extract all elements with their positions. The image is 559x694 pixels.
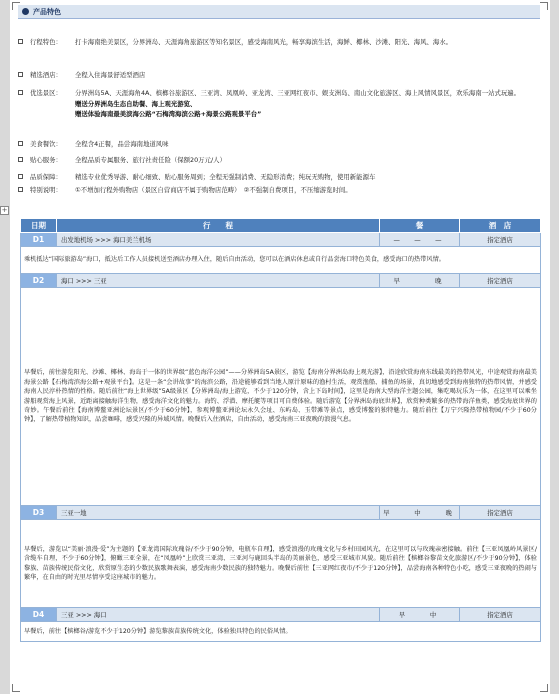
feature-value: 全程入住海景舒适型酒店 [75,71,146,79]
feature-value: 全程品质专属服务、旅行社责任险（保额20万元/人） [75,156,226,164]
checkbox-icon [18,157,23,162]
feature-highlight: 赠送分界洲岛生态自助餐、海上观光游览、 [75,99,197,108]
day-desc-row [21,247,541,274]
day-row [21,506,541,520]
day-meals: 早 中 晚 [380,506,460,520]
feature-row [18,155,540,166]
day-label: D3 [21,506,57,520]
feature-value: 打卡海南绝美景区，分界洲岛、天涯海角旅游区等知名景区，感受海南风光，畅享海滨生活，海鲜、椰林、沙滩、阳光、海风、海水。 [75,38,453,46]
day-hotel: 指定酒店 [460,233,541,247]
checkbox-icon [18,72,23,77]
feature-highlight: 赠送体验海南最美滨海公路“石梅湾海滨公路+海景公路观景平台” [75,110,262,118]
feature-row [18,139,540,150]
checkbox-icon [18,174,23,179]
day-desc-row [21,520,541,608]
day-route: 三亚一地 [57,506,380,520]
header-meals: 餐 [380,219,460,233]
table-header-row [21,219,541,233]
checkbox-icon [18,90,23,95]
checkbox-icon [18,187,23,192]
day-hotel: 指定酒店 [460,506,541,520]
feature-row [18,172,540,183]
feature-value: 精选专业优秀导游、耐心细致、贴心服务周到；全程无强制消费、无隐形消费；纯玩无购物，使用新能源车 [75,173,376,181]
day-hotel: 指定酒店 [460,274,541,288]
feature-key: 精选酒店： [30,71,62,79]
feature-value [75,88,537,120]
feature-key: 美食餐饮： [30,140,62,148]
section-title: 产品特色 [33,8,61,16]
feature-row [18,70,540,81]
day-description: 早餐后，游览以“美丽·浪漫·爱”为主题的【亚龙湾国际玫瑰谷/不少于90分钟，电瓶车自理】，感受浪漫的玫瑰文化与乡村田园风光，在这里可以与玫瑰亲密接触。前往【三亚凤凰岭风景区/含缆车自理，不少于60分钟】，俯瞰三亚全景，在“凤凰岭”上欣赏三亚湾、三亚河与鹿回头半岛的美丽景色，感受三亚城市风貌。随后前往【槟榔谷黎苗文化旅游区/不少于90分钟】，体验黎族、苗族传统民俗文化，欣赏原生态的少数民族歌舞表演，感受海南少数民族的独特魅力。晚餐后前往【三亚网红夜市/不少于120分钟】，品尝海南各种特色小吃，感受三亚夜晚的热闹与繁华，在自由的时光里尽情享受这座城市的魅力。 [21,520,541,608]
day-meals: 早 中 [380,608,460,622]
feature-value: 全程含4正餐，品尝海南地道风味 [75,140,169,148]
feature-value: ①不增加行程外购物店（景区自营商店不属于购物店范畴） ②不强制自费项目，不压缩游览时间。 [75,186,352,194]
feature-key: 品质保障： [30,173,62,181]
feature-row [18,88,540,138]
day-hotel: 指定酒店 [460,608,541,622]
day-label: D4 [21,608,57,622]
day-description: 乘机抵达“国际旅游岛”海口，抵达后工作人员接机送至酒店办理入住，随后自由活动，您可以在酒店休息或自行品尝海口特色美食，感受海口的热带风情。 [21,247,541,274]
document-page [10,0,550,694]
day-route: 三亚 >>> 海口 [57,608,380,622]
section-header [18,5,540,19]
feature-key: 优选景区： [30,89,62,97]
page-corner-mark [540,684,548,692]
day-desc-row [21,288,541,506]
day-row [21,233,541,247]
day-row [21,274,541,288]
day-description: 早餐后，前往【槟榔谷/游览不少于120分钟】游览黎族苗族传统文化，体验独具特色的民俗风情。 [21,622,541,642]
day-label: D2 [21,274,57,288]
table-move-handle-icon[interactable]: + [1,206,8,214]
header-day: 日期 [21,219,57,233]
day-description: 早餐后，前往游览阳光、沙滩、椰林、海岛于一体的世界级“蓝色海洋公园”——分界洲岛5A景区，游览【海南分界洲岛海上观光游】，沿途欣赏海南东线最美的热带风光，中途观赏海南最美海景公路【石梅湾滨海公路+观景平台】。这是一条“会讲故事”的海滨公路，沿途能够看到当地人原汁原味的渔村生活，观赏渔船、捕鱼的场景，真切地感受到海南独特的热带风情，并感受海南人民淳朴热情的性格。随后前往“海上世界级”5A级景区【分界洲岛/海上游览，不少于120分钟，含上下岛时间】，这里是海南大型海洋主题公园，集吃喝玩乐为一体，在这里可以乘坐游船观赏海上风景，近距离接触海洋生物，感受海洋文化的魅力。海钓、浮潜、摩托艇等项目可自费体验。随后游览【分界洲岛海底世界】，欣赏种类繁多的热带海洋鱼类，感受海底世界的奇妙。午餐后前往【海南博鳌亚洲论坛景区/不少于60分钟】，参观博鳌亚洲论坛永久会址、东屿岛、玉带滩等景点，感受博鳌的独特魅力。随后前往【万宁兴隆热带植物园/不少于60分钟】，了解热带植物知识，品尝咖啡，感受兴隆的异域风情。晚餐后入住酒店，自由活动，感受海南三亚夜晚的浪漫气息。 [21,288,541,506]
day-meals: 早 晚 [380,274,460,288]
day-meals: — — — [380,233,460,247]
checkbox-icon [18,39,23,44]
bullet-icon [22,8,29,15]
header-hotel: 酒 店 [460,219,541,233]
page-corner-mark [12,684,20,692]
feature-row [18,185,540,196]
day-label: D1 [21,233,57,247]
itinerary-table [20,218,541,642]
day-route: 海口 >>> 三亚 [57,274,380,288]
day-route: 出发地机场 >>> 海口美兰机场 [57,233,380,247]
header-itinerary: 行 程 [57,219,380,233]
feature-row [18,37,540,67]
feature-key: 贴心服务： [30,156,62,164]
day-row [21,608,541,622]
feature-key: 特别说明： [30,186,62,194]
page-corner-mark [540,2,548,10]
feature-text: 分界洲岛5A、天涯海角4A、槟榔谷旅游区、三亚湾、凤凰岭、亚龙湾、三亚网红夜市、蜈支洲岛、南山文化旅游区、海上风情风景区，欢乐海南一站式玩遍。 [75,89,521,97]
day-desc-row [21,622,541,642]
feature-key: 行程特色： [30,38,62,46]
checkbox-icon [18,141,23,146]
